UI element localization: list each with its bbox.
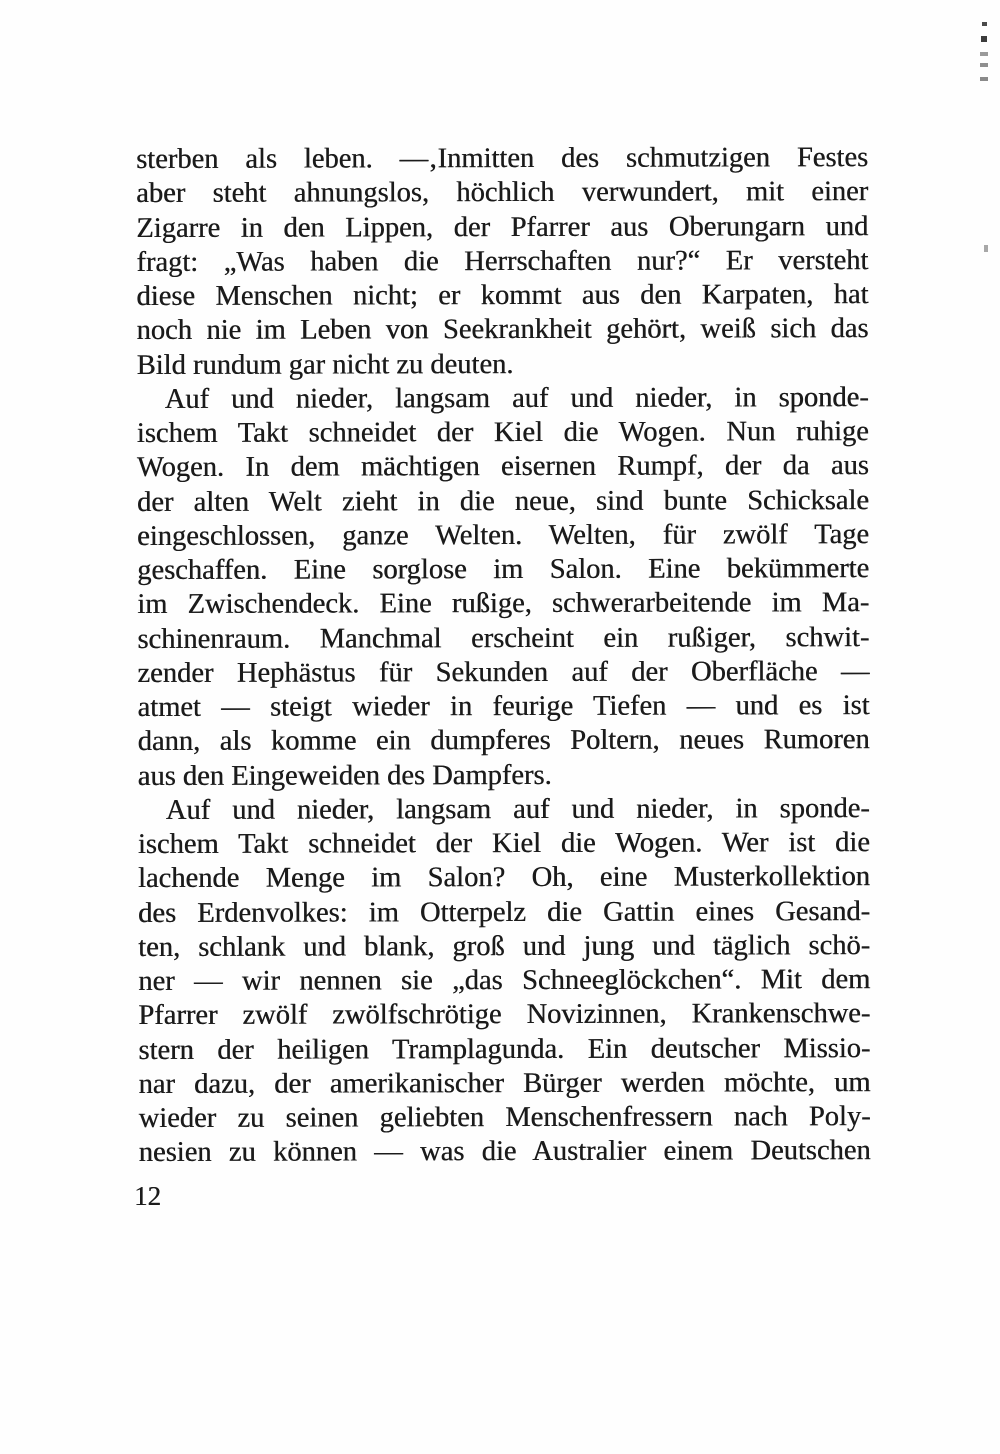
- text-line: aber steht ahnungslos, höchlich verwundert, mit einer: [136, 176, 869, 210]
- text-line: des Erdenvolkes: im Otterpelz die Gattin eines Gesand-: [137, 895, 871, 929]
- text-line: atmet — steigt wieder in feurige Tiefen — und es ist: [137, 690, 870, 723]
- scan-speck: [980, 63, 988, 67]
- text-line: lachende Menge im Salon? Oh, eine Musterkollektion: [137, 861, 870, 895]
- text-line: der alten Welt zieht in die neue, sind bunte Schicksale: [136, 484, 869, 518]
- text-line: ischem Takt schneidet der Kiel die Wogen. Wer ist die: [137, 827, 870, 860]
- body-text: [136, 141, 871, 1170]
- scan-speck: [981, 36, 987, 42]
- text-line: geschaffen. Eine sorglose im Salon. Eine bekümmerte: [137, 553, 870, 586]
- text-line: ischem Takt schneidet der Kiel die Wogen. Nun ruhige: [136, 416, 869, 449]
- text-line: Zigarre in den Lippen, der Pfarrer aus Oberungarn und: [136, 210, 869, 244]
- scan-speck: [980, 77, 988, 81]
- text-line: Auf und nieder, langsam auf und nieder, in sponde-: [164, 381, 869, 415]
- text-line: Wogen. In dem mächtigen eisernen Rumpf, der da aus: [136, 450, 869, 484]
- text-line: schinenraum. Manchmal erscheint ein rußiger, schwit-: [137, 621, 870, 655]
- text-line: diese Menschen nicht; er kommt aus den Karpaten, hat: [136, 279, 869, 312]
- text-line: stern der heiligen Tramplagunda. Ein deutscher Missio-: [138, 1032, 871, 1066]
- text-line: ten, schlank und blank, groß und jung und täglich schö-: [138, 929, 871, 963]
- text-line: Pfarrer zwölf zwölfschrötige Novizinnen, Krankenschwe-: [138, 998, 871, 1032]
- text-line: zender Hephästus für Sekunden auf der Oberfläche —: [137, 655, 870, 689]
- text-line: eingeschlossen, ganze Welten. Welten, für zwölf Tage: [136, 518, 870, 552]
- text-line: nesien zu können — was die Australier einem Deutschen: [138, 1135, 871, 1169]
- text-line: dann, als komme ein dumpferes Poltern, neues Rumoren: [137, 724, 870, 758]
- text-line: nar dazu, der amerikanischer Bürger werden möchte, um: [138, 1066, 871, 1100]
- text-line: Bild rundum gar nicht zu deuten.: [136, 348, 514, 381]
- text-line: fragt: „Was haben die Herrschaften nur?“ Er versteht: [136, 244, 869, 278]
- scan-speck: [984, 245, 988, 252]
- text-line: wieder zu seinen geliebten Menschenfressern nach Poly-: [138, 1101, 871, 1134]
- page-number: 12: [134, 1181, 161, 1211]
- text-line: sterben als leben. —‚Inmitten des schmutzigen Festes: [136, 142, 869, 175]
- text-line: aus den Eingeweiden des Dampfers.: [137, 759, 552, 792]
- scan-speck: [980, 52, 988, 56]
- scan-speck: [982, 22, 987, 26]
- text-line: Auf und nieder, langsam auf und nieder, in sponde-: [165, 792, 870, 826]
- text-line: ner — wir nennen sie „das Schneeglöckchen“. Mit dem: [138, 964, 871, 997]
- text-line: im Zwischendeck. Eine rußige, schwerarbeitende im Ma-: [137, 587, 870, 621]
- text-line: noch nie im Leben von Seekrankheit gehört, weiß sich das: [136, 313, 869, 347]
